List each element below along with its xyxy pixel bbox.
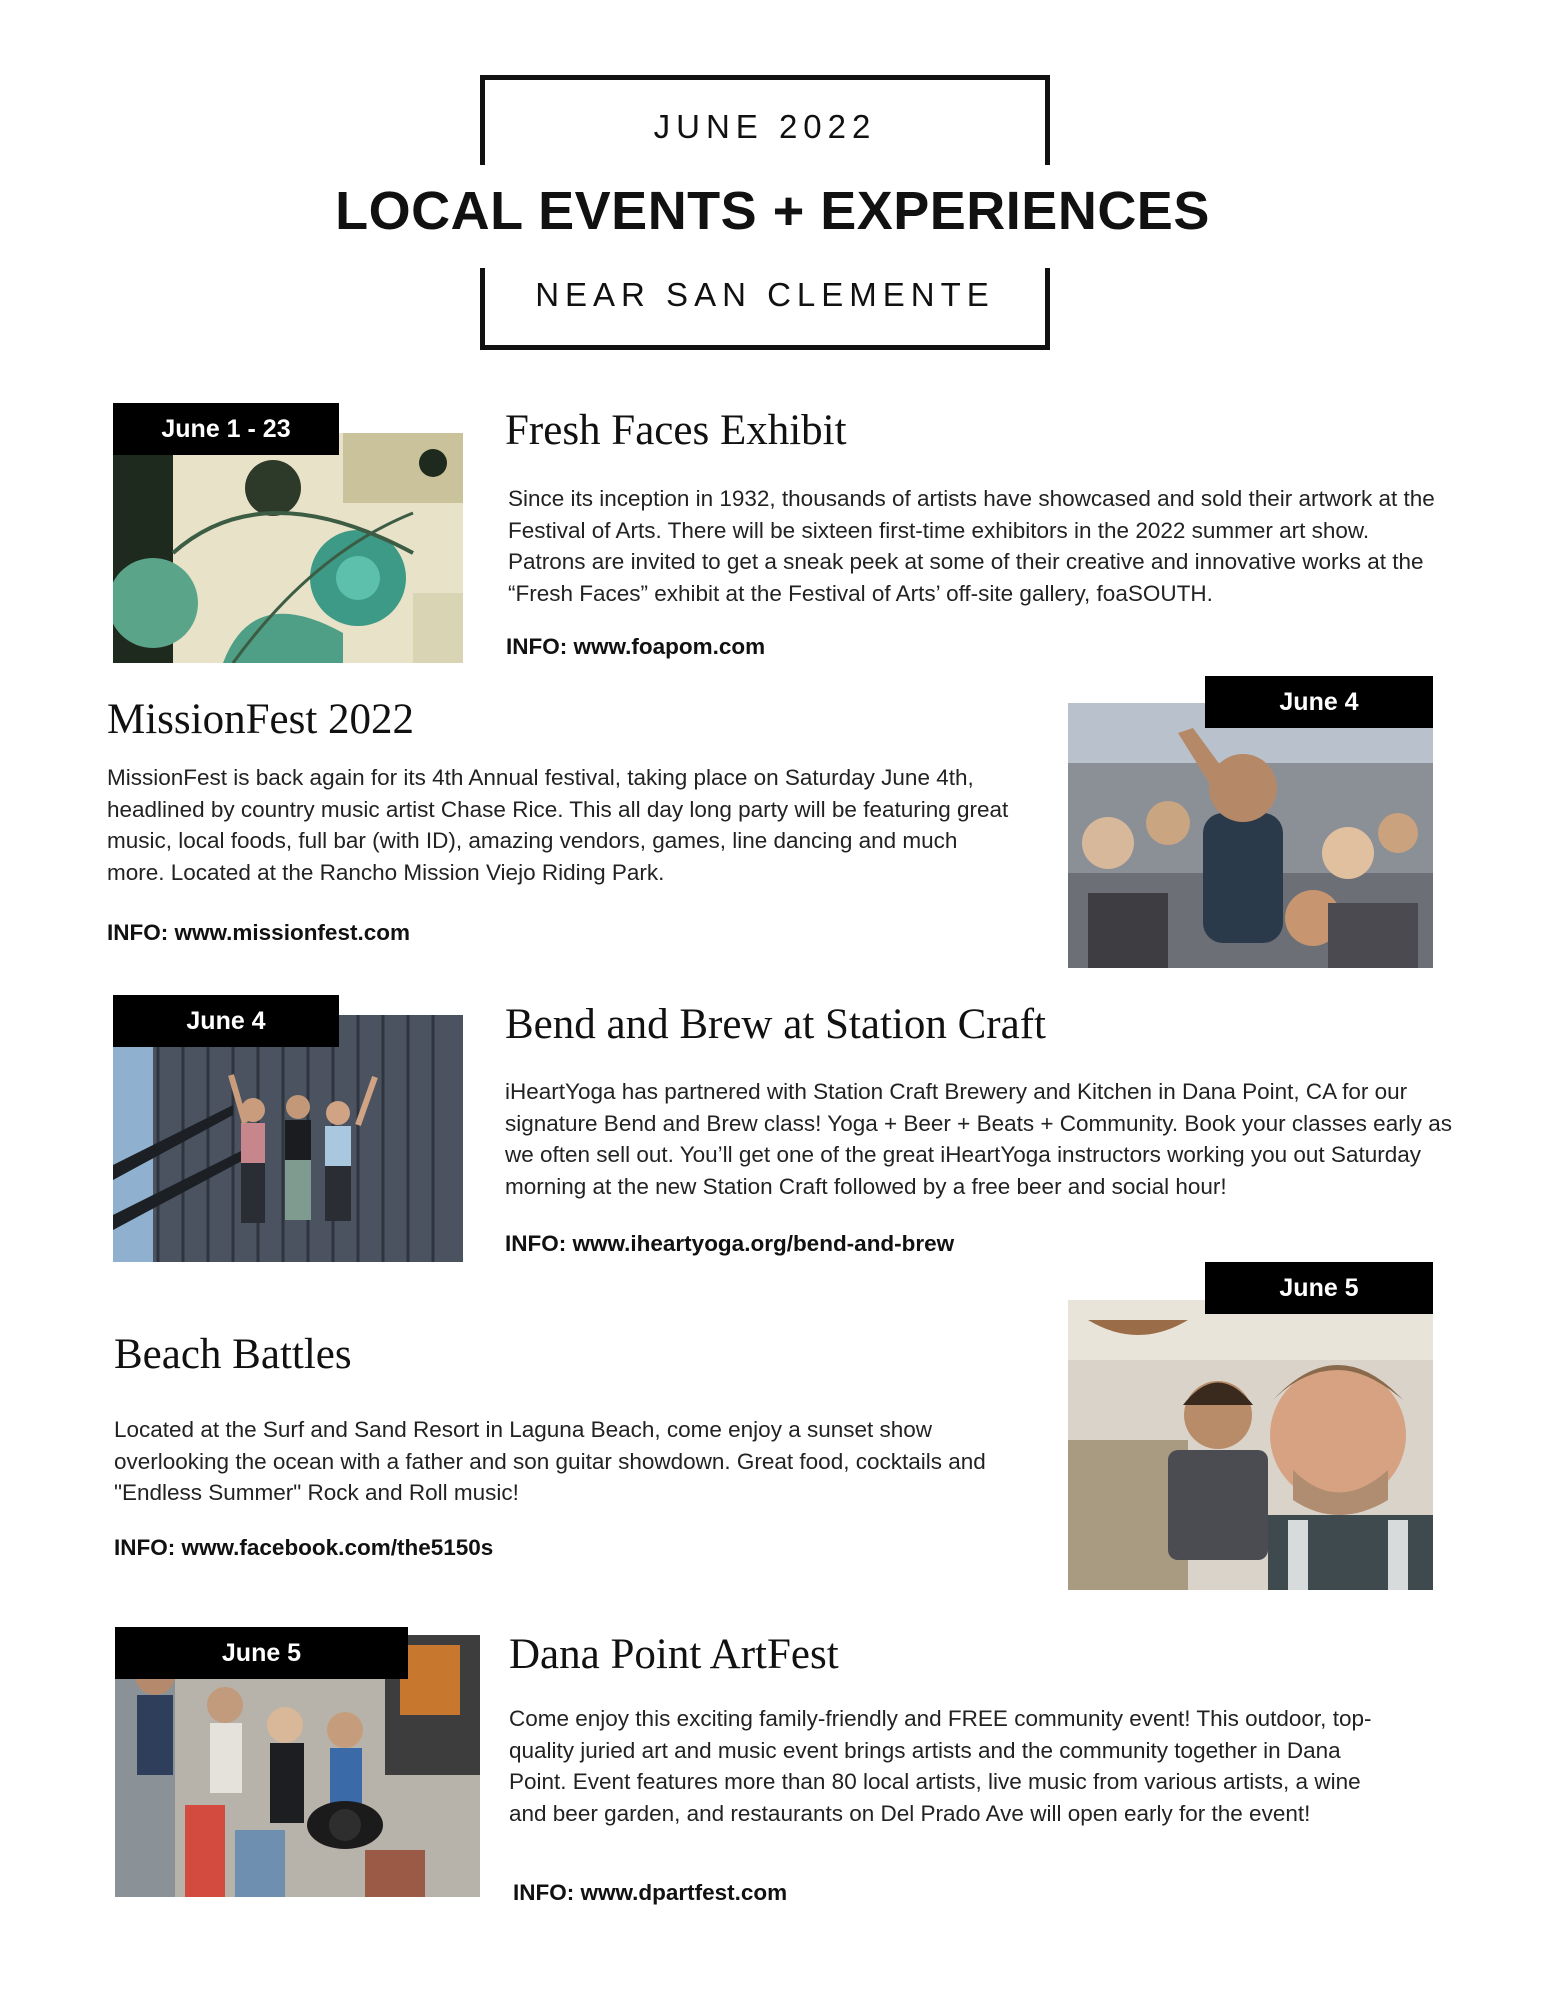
event-title: Bend and Brew at Station Craft	[505, 1001, 1046, 1048]
event-title: Dana Point ArtFest	[509, 1631, 839, 1678]
bend-and-brew-yoga-photo	[113, 1015, 463, 1262]
event-date-badge: June 1 - 23	[113, 403, 339, 455]
header-month: JUNE 2022	[653, 108, 877, 145]
event-date-badge: June 4	[113, 995, 339, 1047]
event-description: MissionFest is back again for its 4th Annual festival, taking place on Saturday June 4th, headlined by country music artist Chase Rice. This all day long party will be featuring great music, local foods, full bar (with ID), amazing vendors, games, line dancing and much more. Located at the Rancho Mission Viejo Riding Park.	[107, 765, 1009, 885]
event-info-link[interactable]: INFO: www.foapom.com	[506, 634, 766, 659]
event-description: Located at the Surf and Sand Resort in Laguna Beach, come enjoy a sunset show overlooking the ocean with a father and son guitar showdown. Great food, cocktails and "Endless Summer" Rock and Roll music!	[114, 1417, 986, 1505]
page-title: LOCAL EVENTS + EXPERIENCES	[335, 181, 1210, 241]
event-title: Beach Battles	[114, 1331, 352, 1378]
event-title: Fresh Faces Exhibit	[505, 407, 847, 454]
event-date-badge: June 5	[115, 1627, 408, 1679]
event-description: Since its inception in 1932, thousands of artists have showcased and sold their artwork at the Festival of Arts. There will be sixteen first-time exhibitors in the 2022 summer art show. Patrons are invited to get a sneak peek at some of their creative and innovative works at the “Fresh Faces” exhibit at the Festival of Arts’ off-site gallery, foaSOUTH.	[508, 486, 1435, 606]
fresh-faces-artwork-image	[113, 433, 463, 663]
event-info-link[interactable]: INFO: www.iheartyoga.org/bend-and-brew	[505, 1231, 955, 1256]
event-description: Come enjoy this exciting family-friendly and FREE community event! This outdoor, top-quality juried art and music event brings artists and the community together in Dana Point. Event features more than 80 local artists, live music from various artists, a wine and beer garden, and restaurants on Del Prado Ave will open early for the event!	[509, 1706, 1372, 1826]
event-date-badge: June 5	[1205, 1262, 1433, 1314]
event-info-link[interactable]: INFO: www.missionfest.com	[107, 920, 410, 945]
beach-battles-photo	[1068, 1300, 1433, 1590]
event-info-link[interactable]: INFO: www.facebook.com/the5150s	[114, 1535, 494, 1560]
missionfest-crowd-photo	[1068, 703, 1433, 968]
event-info-link[interactable]: INFO: www.dpartfest.com	[513, 1880, 788, 1905]
event-date-badge: June 4	[1205, 676, 1433, 728]
event-title: MissionFest 2022	[107, 696, 415, 743]
header-subtitle: NEAR SAN CLEMENTE	[535, 276, 995, 313]
event-description: iHeartYoga has partnered with Station Craft Brewery and Kitchen in Dana Point, CA for our signature Bend and Brew class! Yoga + Beer + Beats + Community. Book your classes early as we often sell out. You’ll get one of the great iHeartYoga instructors working you out Saturday morning at the new Station Craft followed by a free beer and social hour!	[505, 1079, 1452, 1199]
